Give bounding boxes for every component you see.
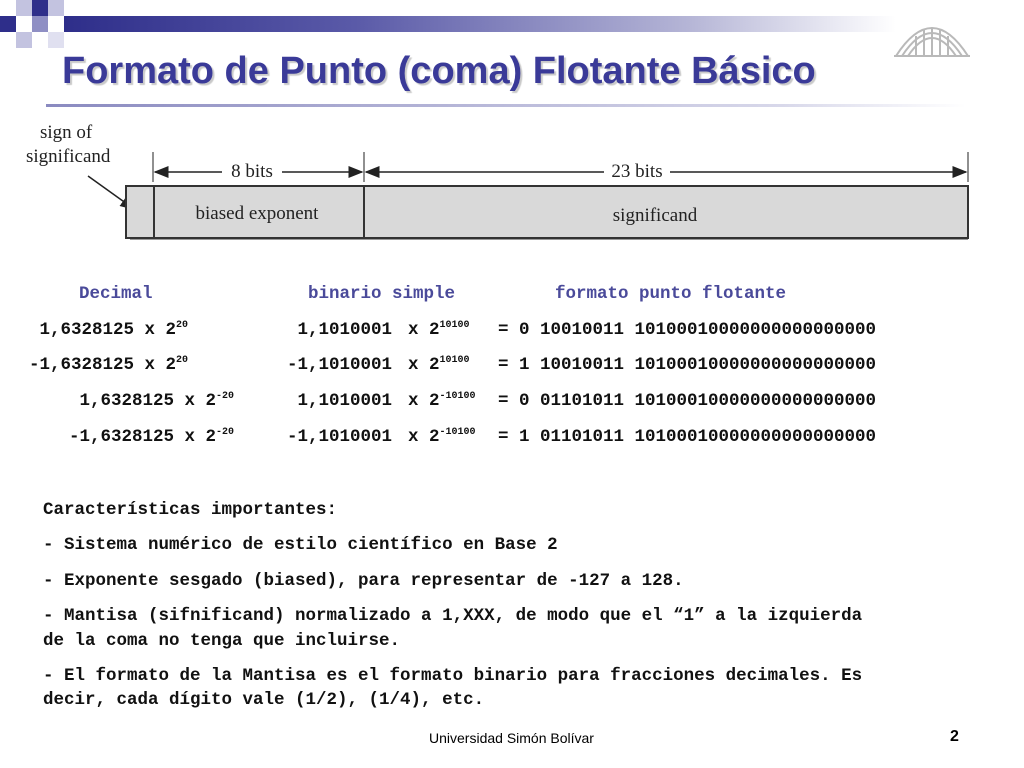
decimal-value: 1,6328125 x 2	[39, 320, 176, 340]
university-logo-icon	[890, 6, 974, 64]
header-decimal: Decimal	[79, 284, 153, 304]
binary-value: 1,1010001	[297, 320, 392, 340]
binary-base: x 2	[408, 320, 440, 340]
decimal-exponent: 20	[175, 320, 188, 332]
binary-exponent: 10100	[439, 355, 470, 367]
float-encoding: = 0 01101011 10100010000000000000000	[498, 391, 877, 411]
note-item-3-line1: - Mantisa (sifnificand) normalizado a 1,XXX, de modo que el “1” a la izquierda	[43, 606, 863, 626]
notes-heading: Características importantes:	[43, 500, 338, 520]
exponent-field-label: biased exponent	[195, 203, 319, 224]
title-divider	[46, 104, 966, 107]
sign-bit-field	[126, 186, 154, 238]
binary-base: x 2	[408, 355, 440, 375]
sign-label-line1: sign of	[40, 122, 93, 143]
header-band	[64, 16, 896, 32]
binary-value: 1,1010001	[297, 391, 392, 411]
binary-value: -1,1010001	[286, 355, 392, 375]
binary-exponent: 10100	[439, 320, 470, 332]
float-format-diagram	[0, 112, 1024, 262]
binary-base: x 2	[408, 391, 440, 411]
note-item-3-line2: de la coma no tenga que incluirse.	[43, 631, 401, 651]
note-item-2: - Exponente sesgado (biased), para representar de -127 a 128.	[43, 571, 684, 591]
note-item-1: - Sistema numérico de estilo científico en Base 2	[43, 535, 558, 555]
decimal-value: -1,6328125 x 2	[68, 427, 216, 447]
decimal-exponent: -20	[215, 427, 234, 439]
page-number: 2	[950, 728, 959, 745]
header-float: formato punto flotante	[555, 284, 787, 304]
significand-field-label: significand	[612, 205, 698, 226]
float-encoding: = 0 10010011 10100010000000000000000	[498, 320, 877, 340]
decimal-exponent: 20	[175, 355, 188, 367]
decimal-value: 1,6328125 x 2	[79, 391, 216, 411]
binary-value: -1,1010001	[286, 427, 392, 447]
binary-exponent: -10100	[439, 427, 476, 439]
binary-exponent: -10100	[439, 391, 476, 403]
significand-bits-label: 23 bits	[611, 161, 663, 182]
binary-base: x 2	[408, 427, 440, 447]
decimal-exponent: -20	[215, 391, 234, 403]
float-encoding: = 1 01101011 10100010000000000000000	[498, 427, 877, 447]
footer-institution: Universidad Simón Bolívar	[429, 730, 594, 746]
sign-label-line2: significand	[26, 146, 111, 167]
float-encoding: = 1 10010011 10100010000000000000000	[498, 355, 877, 375]
decimal-value: -1,6328125 x 2	[28, 355, 176, 375]
exponent-bits-label: 8 bits	[231, 161, 273, 182]
slide-title: Formato de Punto (coma) Flotante Básico	[62, 50, 816, 92]
header-binary: binario simple	[308, 284, 456, 304]
note-item-4-line2: decir, cada dígito vale (1/2), (1/4), etc.	[43, 690, 485, 710]
note-item-4-line1: - El formato de la Mantisa es el formato binario para fracciones decimales. Es	[43, 666, 863, 686]
